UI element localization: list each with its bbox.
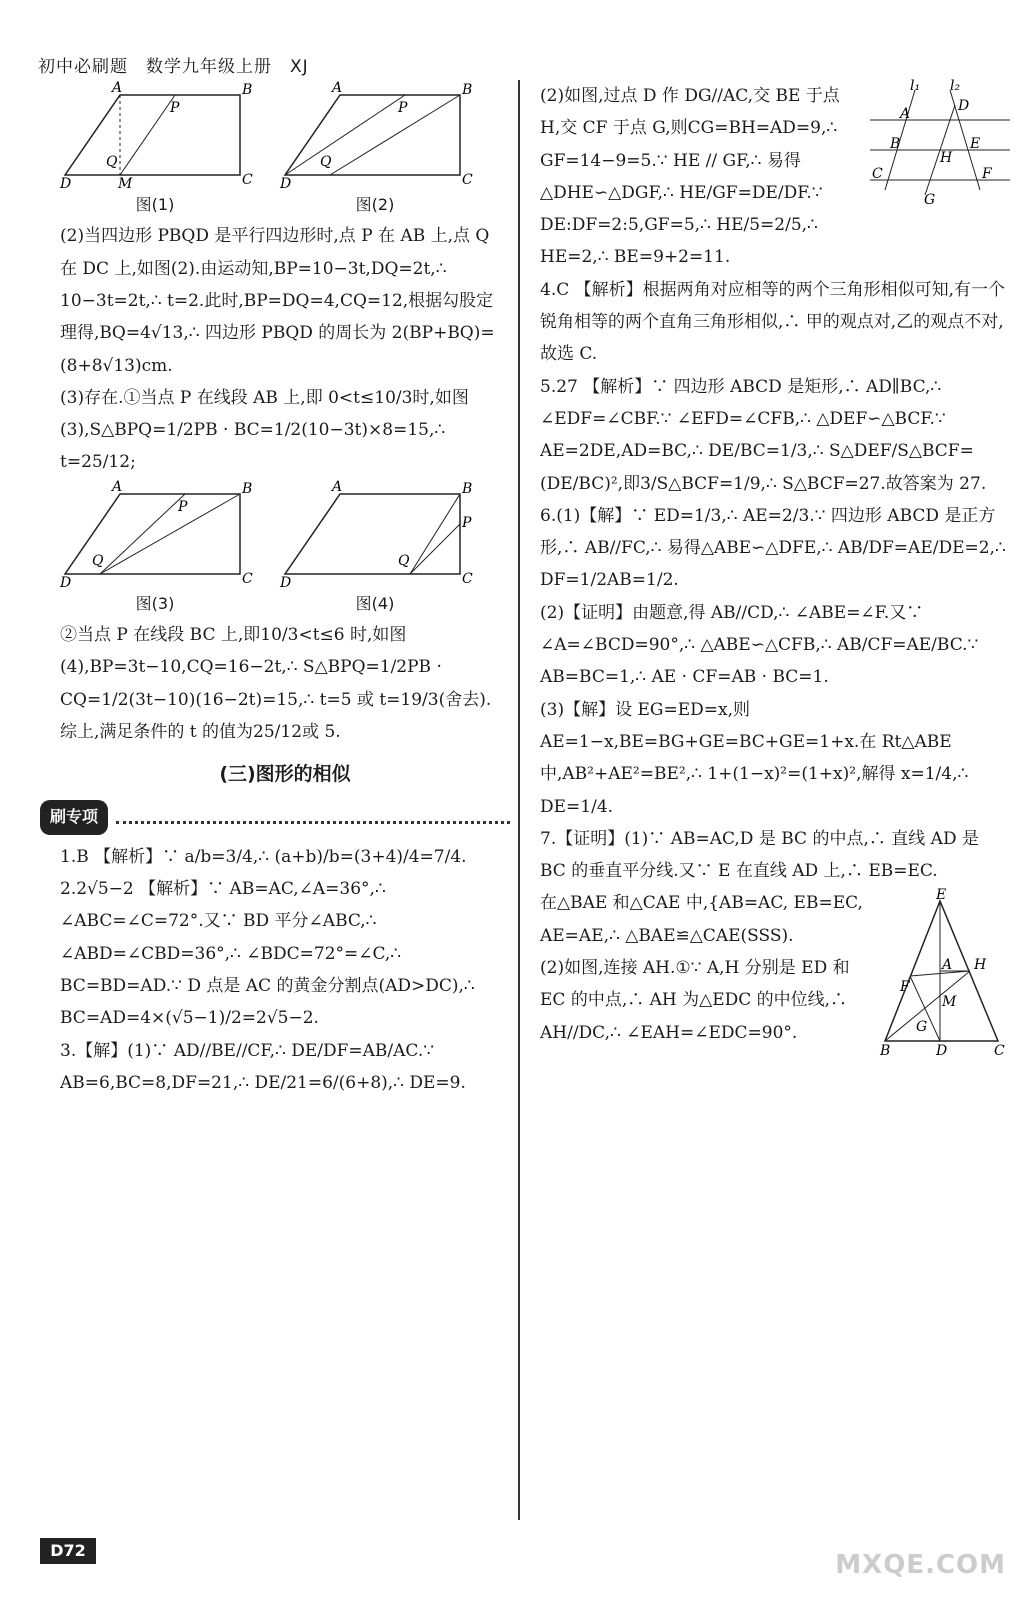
answer-6-part-2: (2)【证明】由题意,得 AB//CD,∴ ∠ABE=∠F.又∵ ∠A=∠BCD=90°,∴ △ABE∽△CFB,∴ AB/CF=AE/BC.∵ AB=BC=1,∴ AE · CF=AB · BC=1. [540, 602, 979, 688]
svg-text:l₂: l₂ [950, 78, 961, 94]
svg-text:G: G [916, 1019, 928, 1036]
figure-4 [280, 478, 473, 619]
figure-1-caption: 图(1) [135, 195, 175, 214]
special-practice-tag: 刷专项 [40, 800, 108, 834]
column-divider [518, 80, 520, 1520]
svg-text:B: B [462, 480, 473, 497]
svg-text:Q: Q [320, 154, 332, 170]
answer-7-proof: 在△BAE 和△CAE 中,{AB=AC, EB=EC, AE=AE,∴ △BAE≌△CAE(SSS). [540, 893, 863, 946]
svg-text:D: D [280, 574, 292, 591]
figure-3-caption: 图(3) [135, 593, 175, 613]
figure-2-caption: 图(2) [355, 195, 395, 214]
svg-text:A: A [942, 957, 953, 974]
svg-text:C: C [462, 570, 473, 587]
svg-text:F: F [982, 166, 992, 182]
svg-text:G: G [924, 192, 936, 208]
svg-text:D: D [958, 98, 970, 114]
svg-text:A: A [332, 478, 343, 495]
figure-1 [60, 80, 253, 220]
section-title: (三)图形的相似 [219, 763, 351, 786]
svg-text:M: M [942, 994, 957, 1011]
svg-text:H: H [940, 150, 953, 166]
answer-6-part-3: (3)【解】设 EG=ED=x,则 AE=1−x,BE=BG+GE=BC+GE=1+x.在 Rt△ABE 中,AB²+AE²=BE²,∴ 1+(1−x)²=(1+x)²,解得 x=1/4,∴ DE=1/4. [540, 699, 969, 817]
svg-text:l₁: l₁ [910, 78, 921, 94]
left-column [50, 80, 510, 1099]
page-number: D72 [40, 1538, 96, 1564]
solution-part-3-case-2: ②当点 P 在线段 BC 上,即10/3<t≤6 时,如图(4),BP=3t−10,CQ=16−2t,∴ S△BPQ=1/2PB · CQ=1/2(3t−10)(16−2t)=15,∴ t=5 或 t=19/3(舍去). [60, 625, 492, 710]
answer-5: 5.27 【解析】∵ 四边形 ABCD 是矩形,∴ AD∥BC,∴ ∠EDF=∠CBF.∵ ∠EFD=∠CFB,∴ △DEF∽△BCF.∵ AE=2DE,AD=BC,∴ DE/BC=1/3,∴ S△DEF/S△BCF=(DE/BC)²,即3/S△BCF=1/9,∴ S△BCF=27.故答案为 27. [540, 376, 987, 494]
svg-text:C: C [462, 172, 473, 188]
svg-text:D: D [936, 1043, 948, 1060]
svg-text:C: C [994, 1043, 1005, 1060]
svg-text:A: A [332, 80, 343, 96]
figure-4-caption: 图(4) [355, 593, 395, 613]
svg-text:H: H [974, 957, 987, 974]
svg-text:A: A [900, 106, 911, 122]
watermark: MXQE.COM [835, 1550, 1006, 1580]
svg-text:B: B [462, 82, 473, 98]
solution-part-2: (2)当四边形 PBQD 是平行四边形时,点 P 在 AB 上,点 Q 在 DC 上,如图(2).由运动知,BP=10−3t,DQ=2t,∴ 10−3t=2t,∴ t=2.此时,BP=DQ=4,CQ=12,根据勾股定理得,BQ=4√13,∴ 四边形 PBQD 的周长为 2(BP+BQ)=(8+8√13)cm. [60, 226, 495, 376]
answer-4: 4.C 【解析】根据两角对应相等的两个三角形相似可知,有一个锐角相等的两个直角三角形相似,∴ 甲的观点对,乙的观点不对,故选 C. [540, 279, 1006, 365]
answer-7-part-2: (2)如图,连接 AH.①∵ A,H 分别是 ED 和 EC 的中点,∴ AH 为△EDC 的中位线,∴ AH//DC,∴ ∠EAH=∠EDC=90°. [540, 958, 850, 1043]
figure-3 [60, 478, 253, 619]
svg-text:C: C [242, 570, 253, 587]
figure-2 [280, 80, 473, 220]
solution-conclusion: 综上,满足条件的 t 的值为25/12或 5. [60, 722, 341, 743]
svg-text:E: E [970, 136, 981, 152]
svg-text:M: M [118, 176, 133, 192]
svg-text:D: D [60, 574, 72, 591]
svg-text:B: B [880, 1043, 891, 1060]
svg-text:P: P [398, 100, 408, 116]
svg-text:D: D [280, 176, 292, 192]
svg-text:Q: Q [92, 552, 104, 569]
svg-text:C: C [872, 166, 883, 182]
svg-text:P: P [462, 514, 472, 531]
svg-text:E: E [936, 887, 947, 904]
svg-text:P: P [170, 100, 180, 116]
dotted-rule [116, 811, 510, 824]
solution-part-3: (3)存在.①当点 P 在线段 AB 上,即 0<t≤10/3时,如图(3),S△BPQ=1/2PB · BC=1/2(10−3t)×8=15,∴ t=25/12; [60, 387, 469, 473]
special-practice-banner [40, 800, 510, 834]
answer-3: 3.【解】(1)∵ AD//BE//CF,∴ DE/DF=AB/AC.∵ AB=6,BC=8,DF=21,∴ DE/21=6/(6+8),∴ DE=9. [60, 1040, 466, 1093]
page-header: 初中必刷题 数学九年级上册 XJ [38, 57, 309, 77]
answer-1: 1.B 【解析】∵ a/b=3/4,∴ (a+b)/b=(3+4)/4=7/4. [60, 846, 467, 867]
svg-text:F: F [900, 979, 910, 996]
answer-2: 2.2√5−2 【解析】∵ AB=AC,∠A=36°,∴ ∠ABC=∠C=72°.又∵ BD 平分∠ABC,∴ ∠ABD=∠CBD=36°,∴ ∠BDC=72°=∠C,∴ BC=BD=AD.∵ D 点是 AC 的黄金分割点(AD>DC),∴ BC=AD=4×(√5−1)/2=2√5−2. [60, 879, 475, 1029]
svg-text:B: B [242, 480, 253, 497]
figure-parallel-lines [870, 80, 1010, 216]
svg-text:Q: Q [398, 552, 410, 569]
svg-text:P: P [178, 498, 188, 515]
svg-text:A: A [112, 478, 123, 495]
svg-text:A: A [112, 80, 123, 96]
svg-text:B: B [242, 82, 253, 98]
figures-row-1 [60, 80, 510, 220]
svg-text:B: B [890, 136, 901, 152]
figures-row-2 [60, 479, 510, 619]
figure-triangle [880, 887, 1010, 1067]
answer-6-part-1: 6.(1)【解】∵ ED=1/3,∴ AE=2/3.∵ 四边形 ABCD 是正方形,∴ AB//FC,∴ 易得△ABE∽△DFE,∴ AB/DF=AE/DE=2,∴ DF=1/2AB=1/2. [540, 505, 1006, 591]
svg-text:Q: Q [106, 154, 118, 170]
svg-text:C: C [242, 172, 253, 188]
svg-text:D: D [60, 176, 72, 192]
answer-3-part-2: (2)如图,过点 D 作 DG//AC,交 BE 于点 H,交 CF 于点 G,则CG=BH=AD=9,∴ GF=14−9=5.∵ HE // GF,∴ 易得 △DHE∽△DGF,∴ HE/GF=DE/DF.∵ DE:DF=2:5,GF=5,∴ HE/5=2/5,∴ HE=2,∴ BE=9+2=11. [540, 86, 840, 268]
right-column [540, 80, 1010, 1068]
answer-7-part-1: 7.【证明】(1)∵ AB=AC,D 是 BC 的中点,∴ 直线 AD 是 BC 的垂直平分线.又∵ E 在直线 AD 上,∴ EB=EC. [540, 828, 979, 882]
